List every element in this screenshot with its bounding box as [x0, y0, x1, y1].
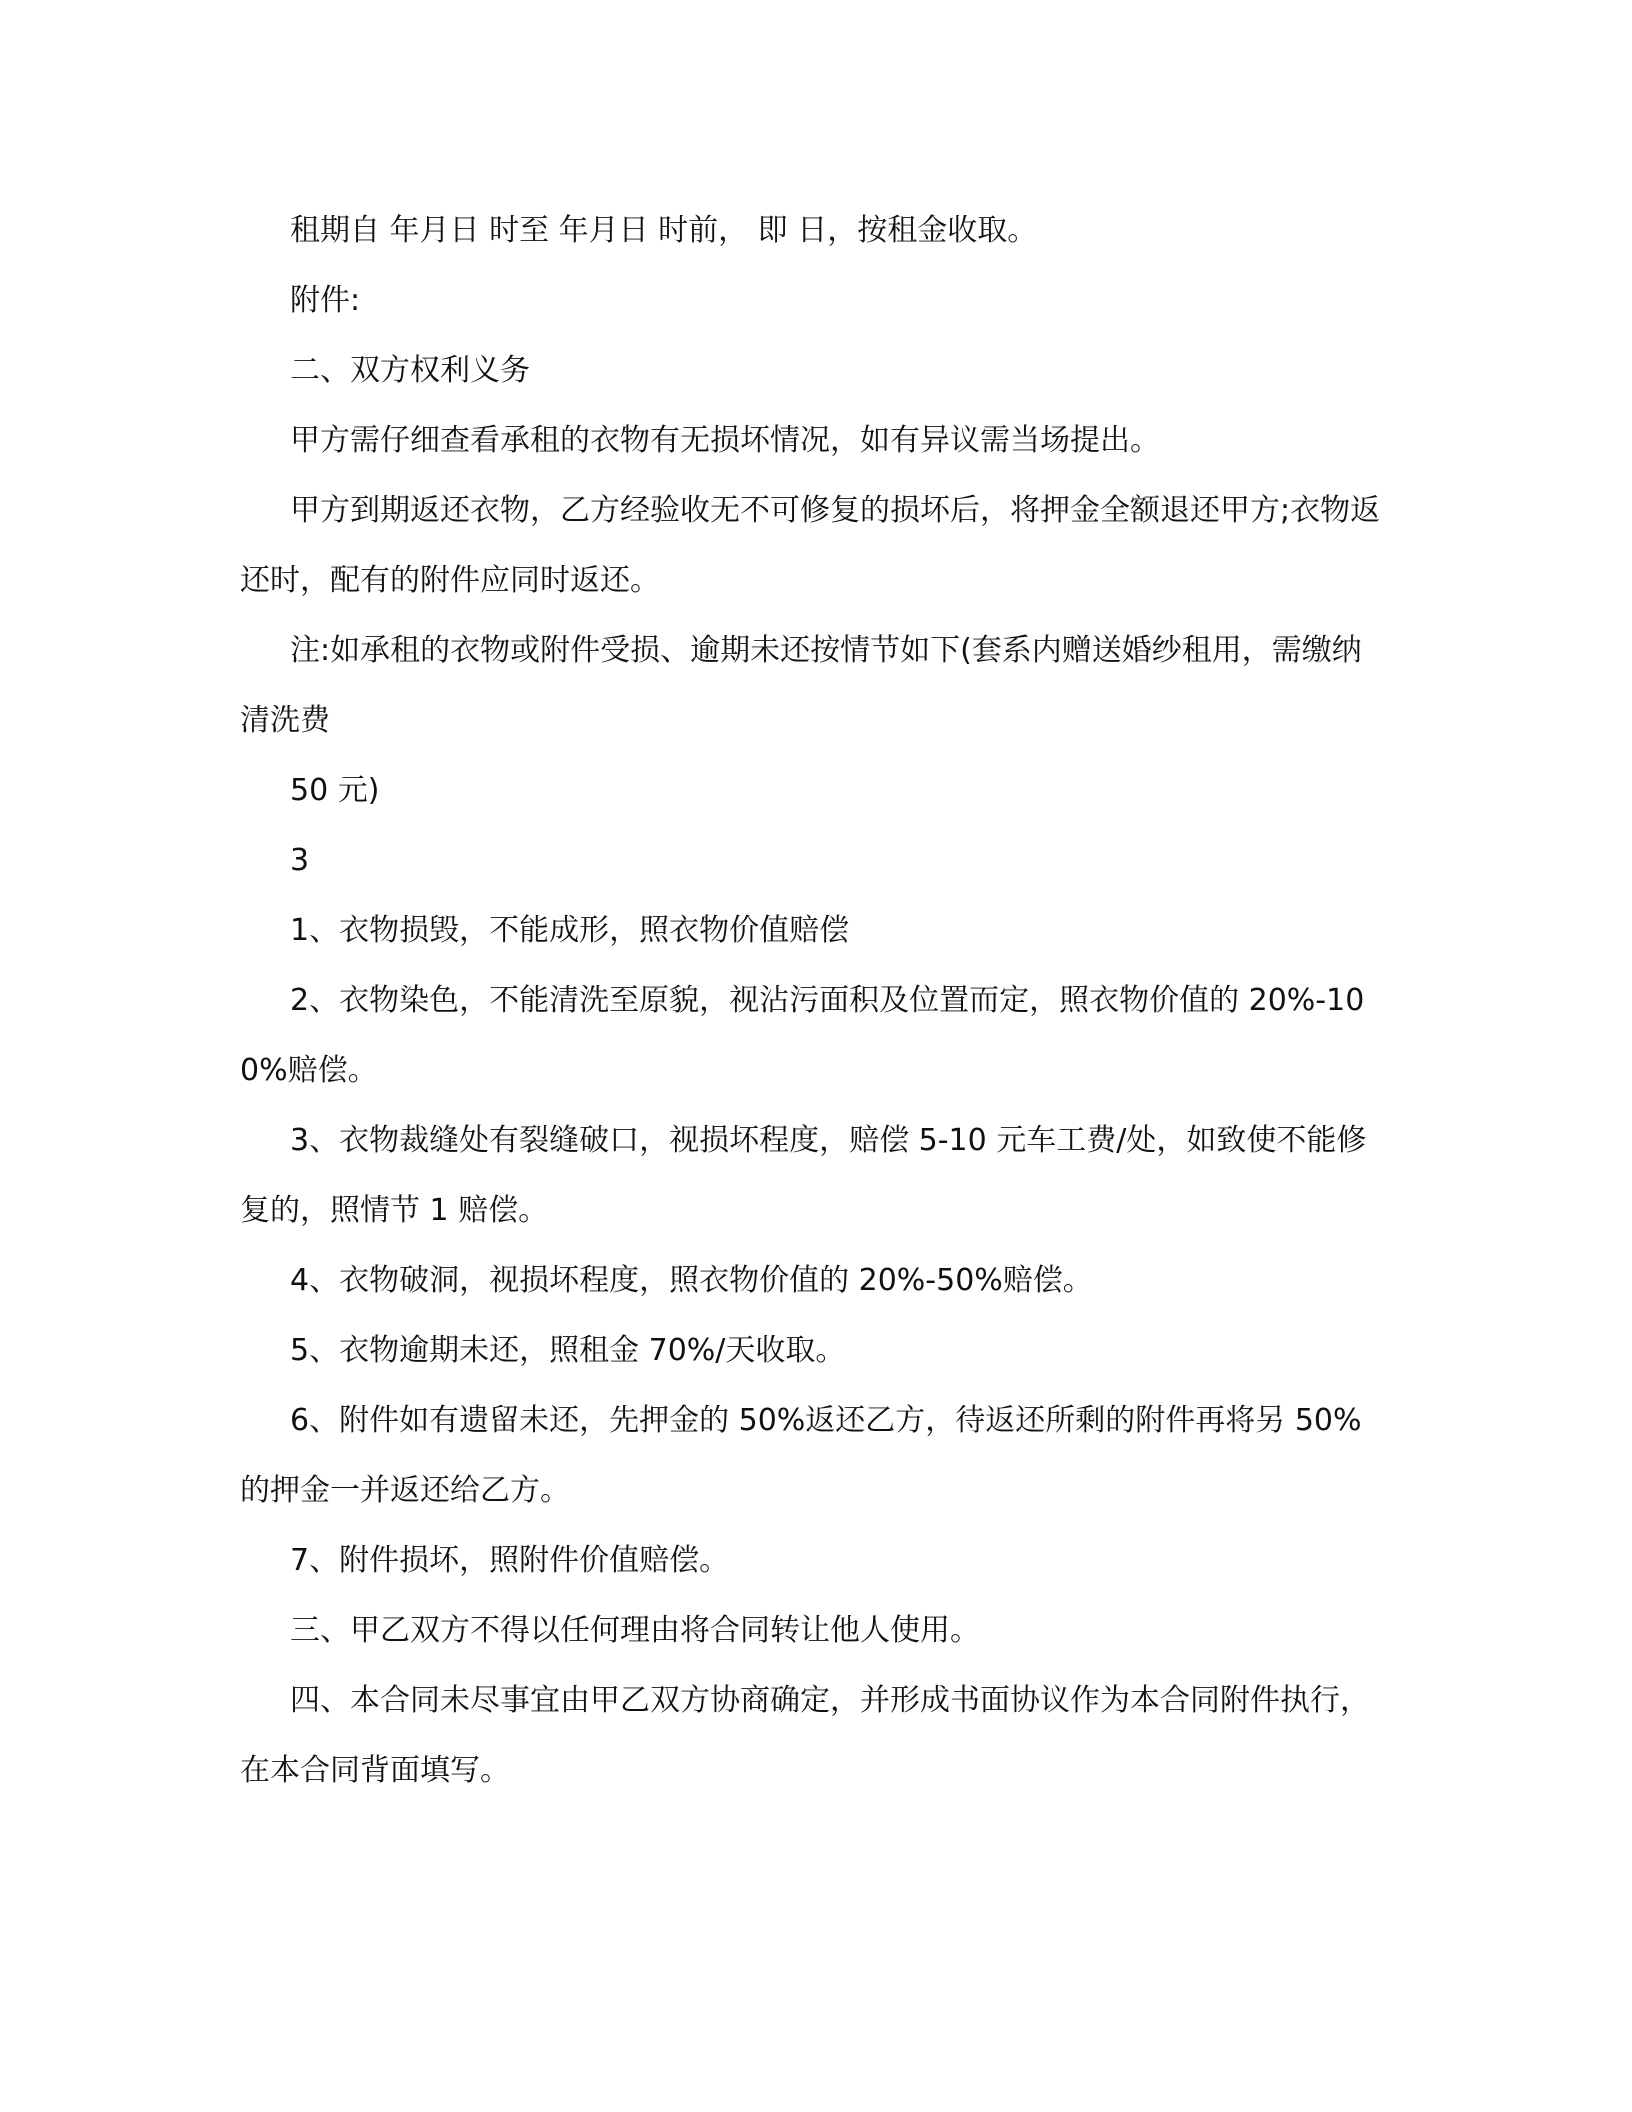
- paragraph-cleaning-fee: 50 元): [290, 773, 380, 808]
- paragraph-damage-note: 注:如承租的衣物或附件受损、逾期未还按情节如下(套系内赠送婚纱租用，需缴纳清洗费: [240, 633, 1362, 738]
- paragraph-number: 3: [290, 843, 310, 878]
- paragraph-attachments: 附件:: [290, 283, 361, 318]
- list-item-damage-4: 4、衣物破洞，视损坏程度，照衣物价值的 20%-50%赔偿。: [290, 1263, 1093, 1298]
- section-heading-rights-obligations: 二、双方权利义务: [290, 353, 530, 388]
- list-item-damage-3: 3、衣物裁缝处有裂缝破口，视损坏程度，赔偿 5-10 元车工费/处，如致使不能修复的，照情节 1 赔偿。: [240, 1123, 1367, 1228]
- paragraph-return-deposit: 甲方到期返还衣物，乙方经验收无不可修复的损坏后，将押金全额退还甲方;衣物返还时，配有的附件应同时返还。: [240, 493, 1381, 598]
- list-item-damage-7: 7、附件损坏，照附件价值赔偿。: [290, 1543, 730, 1578]
- section-heading-other-matters: 四、本合同未尽事宜由甲乙双方协商确定，并形成书面协议作为本合同附件执行，在本合同背面填写。: [240, 1683, 1370, 1788]
- section-heading-no-transfer: 三、甲乙双方不得以任何理由将合同转让他人使用。: [290, 1613, 980, 1648]
- paragraph-inspection: 甲方需仔细查看承租的衣物有无损坏情况，如有异议需当场提出。: [290, 423, 1160, 458]
- list-item-damage-5: 5、衣物逾期未还，照租金 70%/天收取。: [290, 1333, 846, 1368]
- paragraph-rental-period: 租期自 年月日 时至 年月日 时前， 即 日，按租金收取。: [290, 213, 1038, 248]
- document-body: [240, 196, 1390, 1806]
- list-item-damage-2: 2、衣物染色，不能清洗至原貌，视沾污面积及位置而定，照衣物价值的 20%-100%赔偿。: [240, 983, 1365, 1088]
- list-item-damage-1: 1、衣物损毁，不能成形，照衣物价值赔偿: [290, 913, 850, 948]
- list-item-damage-6: 6、附件如有遗留未还，先押金的 50%返还乙方，待返还所剩的附件再将另 50%的押金一并返还给乙方。: [240, 1403, 1362, 1508]
